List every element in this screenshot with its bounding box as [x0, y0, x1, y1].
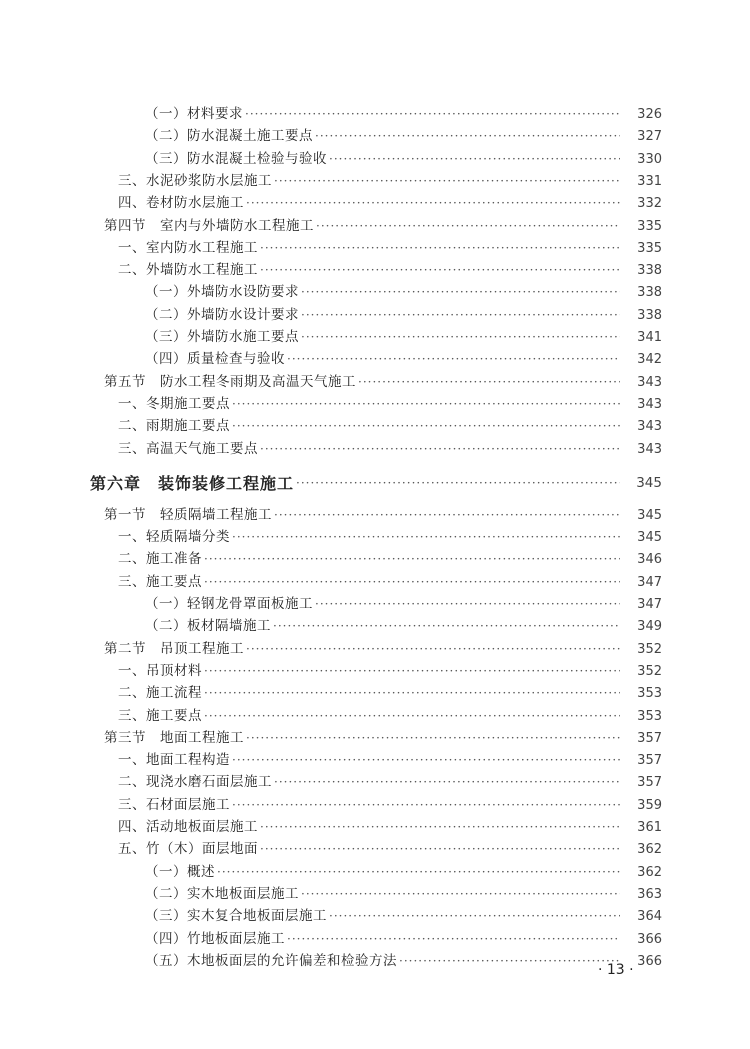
toc-entry-item — [118, 661, 664, 682]
dot-leader — [217, 862, 620, 883]
toc-entry-page: 352 — [637, 641, 662, 657]
dot-leader — [260, 260, 620, 281]
toc-entry-page: 346 — [637, 552, 662, 568]
toc-entry-label: 第五节 防水工程冬雨期及高温天气施工 — [104, 372, 358, 393]
toc-entry-page: 357 — [637, 730, 662, 746]
toc-entry-label: 三、水泥砂浆防水层施工 — [118, 171, 274, 192]
toc-entry-page: 353 — [637, 708, 662, 724]
toc-entry-label: 二、现浇水磨石面层施工 — [118, 772, 274, 793]
dot-leader — [301, 282, 620, 303]
toc-entry-section — [104, 728, 664, 749]
toc-entry-label: 二、施工准备 — [118, 549, 204, 570]
dot-leader — [315, 126, 620, 147]
dot-leader — [232, 416, 620, 437]
toc-entry-label: 五、竹（木）面层地面 — [118, 839, 260, 860]
toc-entry-page: 363 — [637, 886, 662, 902]
toc-entry-label: （四）竹地板面层施工 — [145, 929, 287, 950]
toc-entry-page: 343 — [637, 374, 662, 390]
toc-entry-sub — [145, 884, 664, 905]
toc-entry-page: 341 — [637, 330, 662, 345]
toc-entry-page: 343 — [637, 441, 662, 457]
toc-entry-label: 第三节 地面工程施工 — [104, 728, 246, 749]
dot-leader — [245, 104, 620, 125]
dot-leader — [358, 372, 620, 393]
toc-entry-item — [118, 706, 664, 727]
dot-leader — [260, 238, 620, 259]
toc-entry-label: 第一节 轻质隔墙工程施工 — [104, 505, 274, 526]
toc-entry-item — [118, 527, 664, 548]
dot-leader — [315, 594, 620, 615]
toc-entry-page: 361 — [637, 820, 662, 835]
toc-entry-sub — [145, 327, 664, 348]
toc-entry-label: （一）概述 — [145, 862, 217, 883]
dot-leader — [232, 527, 620, 548]
dot-leader — [329, 149, 620, 170]
toc-entry-item — [118, 750, 664, 771]
toc-entry-label: （三）实木复合地板面层施工 — [145, 906, 329, 927]
toc-entry-page: 335 — [637, 218, 662, 234]
toc-entry-item — [118, 839, 664, 860]
dot-leader — [287, 929, 620, 950]
toc-entry-label: 三、石材面层施工 — [118, 795, 232, 816]
toc-entry-page: 338 — [637, 307, 662, 323]
toc-entry-label: （一）外墙防水设防要求 — [145, 282, 301, 303]
toc-entry-sub — [145, 282, 664, 303]
toc-entry-sub — [145, 149, 664, 170]
toc-entry-label: 第四节 室内与外墙防水工程施工 — [104, 216, 316, 237]
toc-entry-section — [104, 216, 664, 237]
toc-entry-label: 四、卷材防水层施工 — [118, 193, 246, 214]
toc-entry-page: 347 — [637, 597, 662, 612]
toc-entry-sub — [145, 929, 664, 950]
toc-entry-item — [118, 193, 664, 214]
toc-entry-label: （五）木地板面层的允许偏差和检验方法 — [145, 951, 399, 972]
toc-entry-label: 三、高温天气施工要点 — [118, 439, 260, 460]
toc-entry-page: 332 — [637, 196, 662, 212]
toc-entry-item — [118, 394, 664, 415]
toc-entry-sub — [145, 126, 664, 147]
dot-leader — [204, 706, 620, 727]
toc-entry-page: 342 — [637, 352, 662, 368]
toc-entry-page: 352 — [637, 663, 662, 679]
toc-entry-label: 三、施工要点 — [118, 706, 204, 727]
toc-entry-page: 349 — [637, 619, 662, 635]
dot-leader — [204, 683, 620, 704]
page-number-footer: · 13 · — [598, 962, 634, 978]
toc-entry-sub — [145, 104, 664, 125]
toc-entry-label: （二）板材隔墙施工 — [145, 616, 273, 637]
toc-entry-label: （三）外墙防水施工要点 — [145, 327, 301, 348]
toc-entry-page: 343 — [637, 419, 662, 435]
toc-entry-item — [118, 171, 664, 192]
toc-entry-page: 366 — [637, 953, 662, 969]
toc-entry-sub — [145, 906, 664, 927]
dot-leader — [273, 616, 620, 637]
dot-leader — [246, 193, 620, 214]
toc-entry-page: 357 — [637, 775, 662, 791]
toc-entry-label: 四、活动地板面层施工 — [118, 817, 260, 838]
toc-entry-page: 366 — [637, 931, 662, 947]
toc-entry-page: 338 — [637, 285, 662, 301]
toc-entry-item — [118, 439, 664, 460]
toc-entry-label: （二）防水混凝土施工要点 — [145, 126, 315, 147]
toc-entry-section — [104, 505, 664, 526]
toc-entry-label: （一）材料要求 — [145, 104, 245, 125]
toc-entry-page: 326 — [637, 107, 662, 122]
toc-entry-page: 364 — [637, 909, 662, 925]
toc-entry-item — [118, 238, 664, 259]
dot-leader — [232, 795, 620, 816]
toc-entry-label: 二、雨期施工要点 — [118, 416, 232, 437]
dot-leader — [316, 216, 620, 237]
toc-entry-label: 第二节 吊顶工程施工 — [104, 639, 246, 660]
dot-leader — [260, 817, 620, 838]
toc-entry-section — [104, 639, 664, 660]
dot-leader — [287, 349, 620, 370]
dot-leader — [246, 639, 620, 660]
toc-entry-label: 一、吊顶材料 — [118, 661, 204, 682]
toc-entry-item — [118, 572, 664, 593]
toc-entry-page: 357 — [637, 753, 662, 769]
toc-entry-page: 330 — [637, 151, 662, 167]
dot-leader — [260, 839, 620, 860]
toc-entry-page: 359 — [637, 797, 662, 813]
toc-entry-item — [118, 549, 664, 570]
toc-entry-label: 三、施工要点 — [118, 572, 204, 593]
toc-entry-page: 345 — [636, 475, 662, 492]
toc-entry-page: 345 — [637, 530, 662, 546]
dot-leader — [274, 505, 620, 526]
dot-leader — [296, 473, 620, 494]
toc-entry-page: 331 — [637, 173, 662, 189]
toc-entry-page: 347 — [637, 574, 662, 590]
dot-leader — [301, 884, 620, 905]
toc-entry-section — [104, 372, 664, 393]
dot-leader — [260, 439, 620, 460]
dot-leader — [246, 728, 620, 749]
toc-entry-label: （二）实木地板面层施工 — [145, 884, 301, 905]
dot-leader — [301, 327, 620, 348]
toc-entry-item — [118, 772, 664, 793]
toc-entry-item — [118, 795, 664, 816]
toc-entry-item — [118, 416, 664, 437]
toc-entry-page: 338 — [637, 263, 662, 279]
toc-entry-page: 362 — [637, 864, 662, 880]
dot-leader — [329, 906, 620, 927]
toc-entry-label: （四）质量检查与验收 — [145, 349, 287, 370]
dot-leader — [204, 661, 620, 682]
toc-entry-sub — [145, 305, 664, 326]
toc-entry-label: 第六章 装饰装修工程施工 — [90, 473, 295, 493]
toc-entry-sub — [145, 951, 664, 972]
toc-entry-item — [118, 683, 664, 704]
toc-entry-label: 一、轻质隔墙分类 — [118, 527, 232, 548]
dot-leader — [399, 951, 620, 972]
toc-entry-label: 二、施工流程 — [118, 683, 204, 704]
toc-entry-sub — [145, 594, 664, 615]
dot-leader — [232, 750, 620, 771]
dot-leader — [232, 394, 620, 415]
toc-entry-page: 362 — [637, 842, 662, 858]
toc-entry-page: 345 — [637, 507, 662, 523]
toc-entry-item — [118, 260, 664, 281]
toc-entry-label: 一、冬期施工要点 — [118, 394, 232, 415]
toc-entry-item — [118, 817, 664, 838]
dot-leader — [274, 171, 620, 192]
toc-entry-label: （一）轻钢龙骨罩面板施工 — [145, 594, 315, 615]
toc-entry-label: （三）防水混凝土检验与验收 — [145, 149, 329, 170]
toc-entry-label: 一、室内防水工程施工 — [118, 238, 260, 259]
toc-entry-page: 335 — [637, 240, 662, 256]
dot-leader — [274, 772, 620, 793]
toc-entry-label: （二）外墙防水设计要求 — [145, 305, 301, 326]
toc-entry-sub — [145, 616, 664, 637]
toc-entry-page: 353 — [637, 686, 662, 702]
dot-leader — [204, 549, 620, 570]
toc-entry-label: 二、外墙防水工程施工 — [118, 260, 260, 281]
toc-entry-sub — [145, 862, 664, 883]
dot-leader — [301, 305, 620, 326]
toc-entry-label: 一、地面工程构造 — [118, 750, 232, 771]
toc-entry-sub — [145, 349, 664, 370]
toc-entry-page: 327 — [637, 129, 662, 145]
toc-entry-page: 343 — [637, 396, 662, 412]
dot-leader — [204, 572, 620, 593]
toc-entry-chapter — [90, 473, 664, 494]
